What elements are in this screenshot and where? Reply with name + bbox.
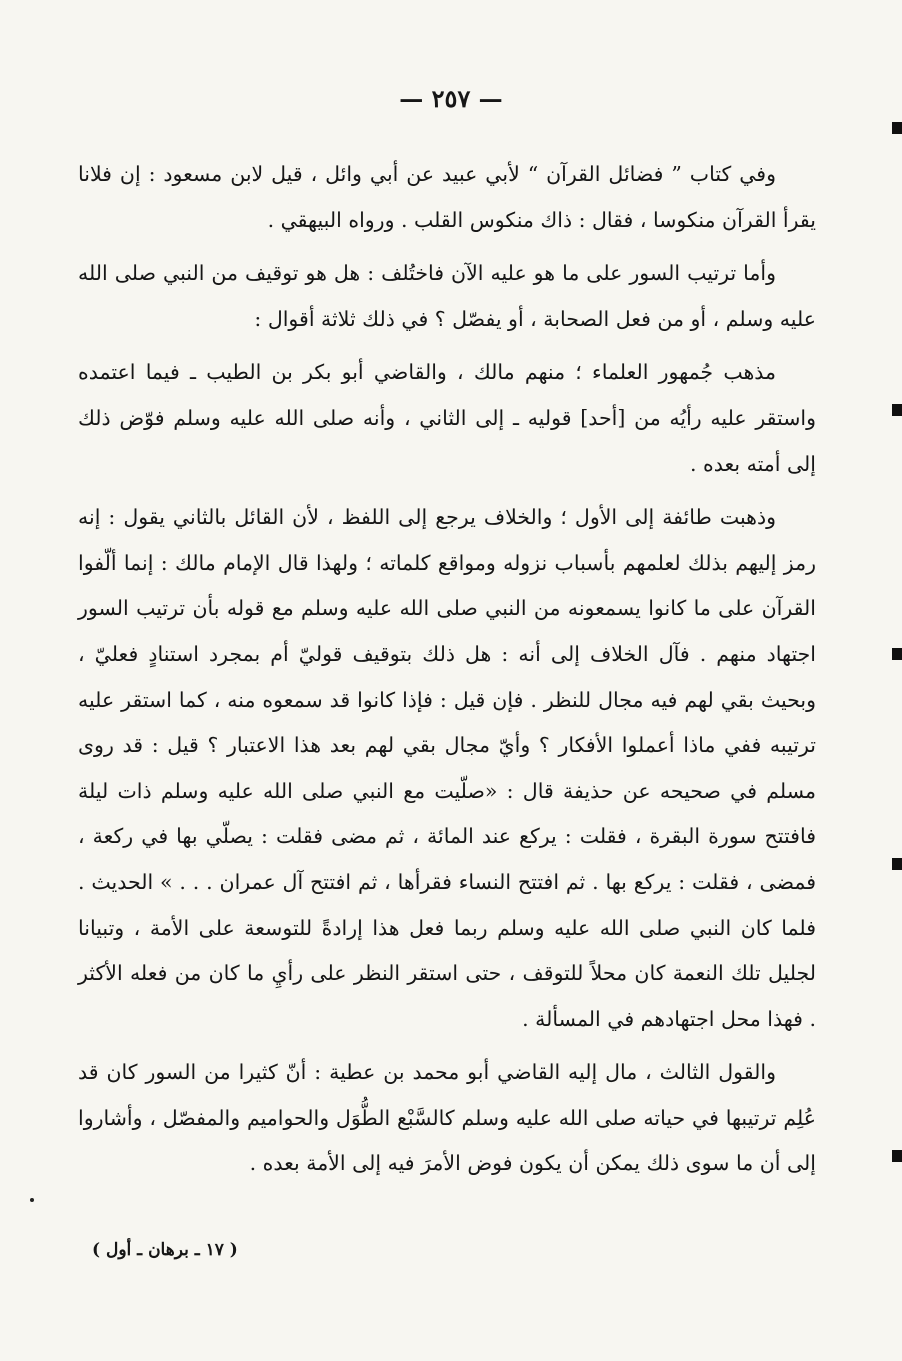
page-number: — ٢٥٧ — (399, 84, 503, 113)
paragraph-3: مذهب جُمهور العلماء ؛ منهم مالك ، والقاضي أبو بكر بن الطيب ـ فيما اعتمده واستقر عليه رأيُه من [أحد] قوليه ـ إلى الثاني ، وأنه صلى الله عليه وسلم فوّض ذلك إلى أمته بعده . (78, 360, 816, 476)
scan-edge-mark (892, 404, 902, 416)
paragraph-1: وفي كتاب ” فضائل القرآن “ لأبي عبيد عن أبي وائل ، قيل لابن مسعود : إن فلانا يقرأ القرآن منكوسا ، فقال : ذاك منكوس القلب . ورواه البيهقي . (78, 162, 816, 232)
paragraph-4: وذهبت طائفة إلى الأول ؛ والخلاف يرجع إلى اللفظ ، لأن القائل بالثاني يقول : إنه رمز إليهم بذلك لعلمهم بأسباب نزوله ومواقع كلماته ؛ ولهذا قال الإمام مالك : إنما ألّفوا القرآن على ما كانوا يسمعونه من النبي صلى الله عليه وسلم مع قوله بأن ترتيب السور اجتهاد منهم . فآل الخلاف إلى أنه : هل ذلك بتوقيف قوليّ أم بمجرد استنادٍ فعليّ ، وبحيث بقي لهم فيه مجال للنظر . فإن قيل : فإذا كانوا قد سمعوه منه ، كما استقر عليه ترتيبه ففي ماذا أعملوا الأفكار ؟ وأيّ مجال بقي لهم بعد هذا الاعتبار ؟ قيل : قد روى مسلم في صحيحه عن حذيفة قال : «صلّيت مع النبي صلى الله عليه وسلم ذات ليلة فافتتح سورة البقرة ، فقلت : يركع عند المائة ، ثم مضى فقلت : يصلّي بها في ركعة ، فمضى ، فقلت : يركع بها . ثم افتتح النساء فقرأها ، ثم افتتح آل عمران . . . » الحديث . فلما كان النبي صلى الله عليه وسلم ربما فعل هذا إرادةً للتوسعة على الأمة ، وتبيانا لجليل تلك النعمة كان محلاً للتوقف ، حتى استقر النظر على رأيِ ما كان من فعله الأكثر . فهذا محل اجتهادهم في المسألة . (78, 505, 816, 1031)
scan-edge-mark (892, 648, 902, 660)
paragraph-5: والقول الثالث ، مال إليه القاضي أبو محمد بن عطية : أنّ كثيرا من السور كان قد عُلِم ترتيبها في حياته صلى الله عليه وسلم كالسَّبْع الطُّوَل والحواميم والمفصّل ، وأشاروا إلى أن ما سوى ذلك يمكن أن يكون فوض الأمرَ فيه إلى الأمة بعده . (78, 1060, 816, 1176)
scan-speck (30, 1198, 34, 1202)
scan-edge-mark (892, 122, 902, 134)
paragraph-2: وأما ترتيب السور على ما هو عليه الآن فاختُلف : هل هو توقيف من النبي صلى الله عليه وسلم ، أو من فعل الصحابة ، أو يفصّل ؟ في ذلك ثلاثة أقوال : (78, 261, 816, 331)
scan-edge-mark (892, 858, 902, 870)
scan-edge-mark (892, 1150, 902, 1162)
printer-signature: ( ١٧ ـ برهان ـ أول ) (92, 1240, 238, 1260)
body-text (78, 152, 816, 1195)
